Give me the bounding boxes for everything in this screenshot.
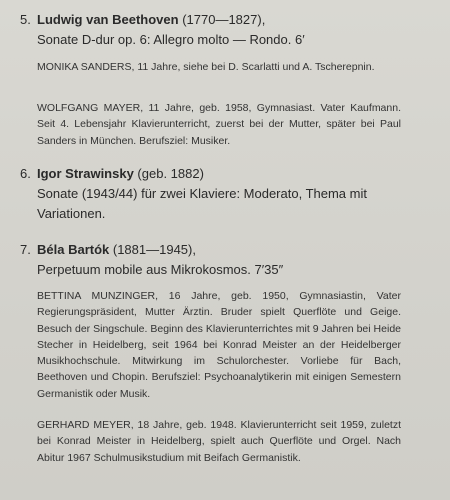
entry-number: 7. xyxy=(20,242,31,257)
entry-number: 6. xyxy=(20,166,31,181)
composer-name: Ludwig van Beethoven xyxy=(37,12,179,27)
entry-number: 5. xyxy=(20,12,31,27)
composer-name: Béla Bartók xyxy=(37,242,110,257)
entry-heading xyxy=(37,164,437,184)
performer-bio: GERHARD MEYER, 18 Jahre, geb. 1948. Klavierunterricht seit 1959, zuletzt bei Konrad Meister in Heidelberg, spielt auch Querflöte und Orgel. Nach Abitur 1967 Schulmusikstudium mit Beifach Germanistik. xyxy=(37,419,401,464)
entry-heading xyxy=(37,10,437,30)
performer-bio: MONIKA SANDERS, 11 Jahre, siehe bei D. Scarlatti und A. Tscherepnin. xyxy=(37,61,375,73)
work-title: Sonate (1943/44) für zwei Klaviere: Moderato, Thema mit Variationen. xyxy=(37,186,367,221)
performer-bio: WOLFGANG MAYER, 11 Jahre, geb. 1958, Gymnasiast. Vater Kaufmann. Seit 4. Lebensjahr Klavierunterricht, zuerst bei der Mutter, später bei Paul Sanders in München. Berufsziel: Musiker. xyxy=(37,102,401,147)
work-title: Perpetuum mobile aus Mikrokosmos. 7′35″ xyxy=(37,262,284,277)
composer-dates: (1770—1827), xyxy=(178,12,266,27)
composer-dates: (1881—1945), xyxy=(109,242,196,257)
entry-heading xyxy=(37,240,437,260)
work-title: Sonate D-dur op. 6: Allegro molto — Rondo. 6′ xyxy=(37,32,305,47)
composer-dates: (geb. 1882) xyxy=(133,166,204,181)
performer-bio: BETTINA MUNZINGER, 16 Jahre, geb. 1950, Gymnasiastin, Vater Regierungspräsident, Mutter Ärztin. Bruder spielt Querflöte und Geige. Besuch der Singschule. Beginn des Klavierunterrichtes mit 9 Jahren bei Heide Stecher in Heidelberg, seit 1964 bei Konrad Meister an der Heidelberger Musikhochschule. Mitwirkung im Schulorchester. Vorliebe für Bach, Beethoven und Chopin. Berufsziel: Psychoanalytikerin mit einigen Semestern Germanistik oder Musik. xyxy=(37,290,401,400)
composer-name: Igor Strawinsky xyxy=(37,166,134,181)
